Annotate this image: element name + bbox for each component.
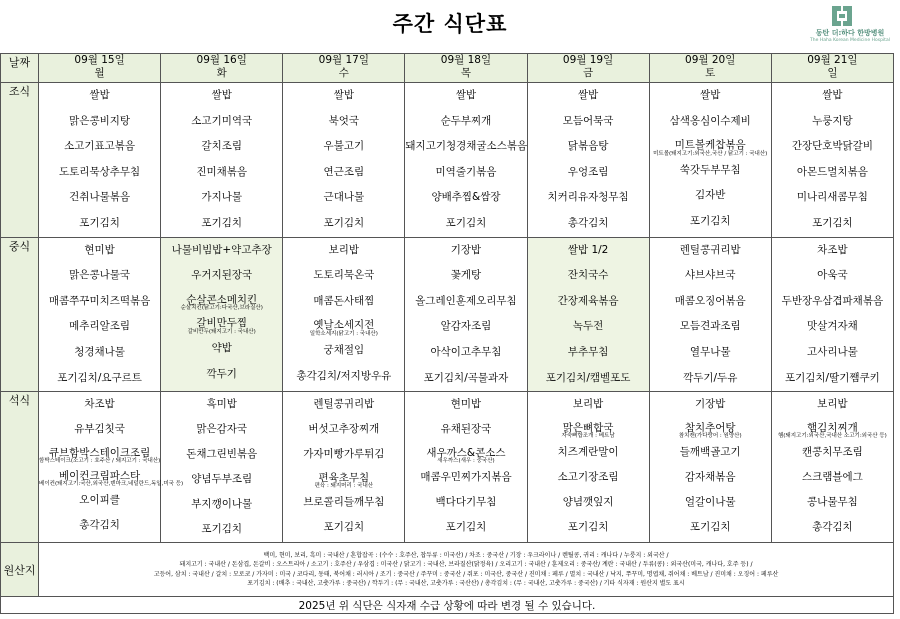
menu-item: 편육초무침 xyxy=(318,472,370,485)
menu-item: 녹두전 xyxy=(572,320,604,333)
menu-item: 북엇국 xyxy=(328,114,360,127)
menu-item: 맑은뼈합국 xyxy=(562,422,614,435)
menu-item: 매콤우민찌가지볶음 xyxy=(420,471,512,484)
menu-item: 올그레인훈제오리무침 xyxy=(415,294,517,307)
origin-line: 백미, 현미, 보리, 흑미 : 국내산 / 혼합잡곡 : (수수 : 호주산, 찹두류 : 미국산) / 차조 : 중국산 / 기장 : 우크라이나 / 렌틸콩, 귀리 : 캐나다 / 누룽지 : 외국산 / xyxy=(263,551,669,559)
menu-item: 렌틸콩귀리밥 xyxy=(313,398,375,411)
menu-item: 총각김치 xyxy=(79,519,120,532)
menu-item: 간장단호박닭갈비 xyxy=(791,140,873,153)
menu-item: 맑은콩나물국 xyxy=(69,269,131,282)
menu-item: 맑은감자국 xyxy=(196,423,248,436)
page-title: 주간 식단표 xyxy=(392,12,508,36)
menu-item: 현미밥 xyxy=(84,243,115,256)
menu-item: 깍두기 xyxy=(206,367,237,380)
menu-item: 캔콩치무조림 xyxy=(801,446,863,459)
menu-item: 나물비빔밥+약고추장 xyxy=(171,243,272,256)
hospital-logo xyxy=(806,6,894,50)
menu-item: 유채된장국 xyxy=(440,423,492,436)
menu-item: 가지나물 xyxy=(201,191,242,204)
menu-item: 매콤오징어볶음 xyxy=(674,294,746,307)
weekly-menu-table xyxy=(0,53,894,614)
menu-item: 포기김치/요구르트 xyxy=(57,371,142,384)
menu-item: 얼갈이나물 xyxy=(684,496,736,509)
meal-cell xyxy=(39,83,161,238)
menu-item: 쌀밥 xyxy=(333,89,354,101)
menu-item: 포기김치 xyxy=(201,216,242,229)
menu-item-origin-note: 참치캔(가다랑어 : 원양산) xyxy=(678,433,742,440)
menu-item: 매콤돈사태찜 xyxy=(313,294,375,307)
menu-item: 김자반 xyxy=(695,189,726,202)
menu-item: 치즈계란말이 xyxy=(557,446,619,459)
menu-item: 포기김치 xyxy=(567,521,609,534)
menu-item: 포기김치 xyxy=(445,216,487,229)
menu-item: 포기김치/곡물과자 xyxy=(423,371,509,384)
menu-item: 열무나물 xyxy=(689,345,731,358)
menu-item: 오이피클 xyxy=(79,494,120,507)
origin-line: 포기김치 : (배추 : 국내산, 고춧가루 : 중국산) / 깍두기 : (무 : 국내산, 고춧가루 : 국산산) / 총각김치 : (무 : 국내산, 고춧가루 : 중국산) / 기타 식자재 : 원산지 별도 표시 xyxy=(247,580,685,588)
menu-item: 소고기표고볶음 xyxy=(64,140,136,153)
menu-item-origin-note: 자숙뼈합조개 : 베트남 xyxy=(561,433,615,440)
menu-item: 고사리나물 xyxy=(807,345,858,358)
meal-cell xyxy=(39,237,161,392)
meal-cell xyxy=(649,237,771,392)
notice-row xyxy=(1,597,894,614)
menu-item: 포기김치 xyxy=(689,521,731,534)
menu-item-origin-note: 미트볼(돼지고기:외국산,국산 / 닭고기 : 국내산) xyxy=(653,150,768,157)
menu-item: 간장제육볶음 xyxy=(557,294,619,307)
menu-item: 스크램블에그 xyxy=(801,471,863,484)
origin-line: 고등어, 삼치 : 국내산 / 갈치 : 모로코 / 가자미 : 미국 / 코다리, 동태, 북어채 : 러시아 / 조기 : 중국산 / 주꾸미 : 중국산 / 쥐포 : 미국산, 중국산 / 진미채 : 페루 / 멸치 : 국내산 / 낙지, 쭈꾸미, 명엽채, 쥐어채 : 베트남 / 진미채 : 오징어 : 페루산 xyxy=(153,570,779,578)
menu-item: 진미채볶음 xyxy=(196,165,248,178)
menu-item: 쌀밥 xyxy=(700,89,721,101)
day-header: 09월 16일 화 xyxy=(161,54,283,83)
menu-item: 가자미빵가루튀김 xyxy=(303,448,385,461)
menu-item: 베이컨크림파스타 xyxy=(59,470,141,483)
menu-item: 갈비만두찜 xyxy=(196,317,248,330)
menu-item: 돈채그린빈볶음 xyxy=(186,448,258,461)
meal-cell xyxy=(161,237,283,392)
menu-item: 새우까스&콘소스 xyxy=(426,447,506,460)
menu-item: 차조밥 xyxy=(817,243,848,256)
menu-item: 누룽지탕 xyxy=(812,114,853,127)
logo-mark-icon xyxy=(832,6,852,26)
menu-item: 소고기미역국 xyxy=(191,114,253,127)
row-label-breakfast: 조식 xyxy=(1,83,39,238)
menu-item: 순두부찌개 xyxy=(440,114,492,127)
menu-item: 포기김치 xyxy=(323,216,365,229)
menu-item: 양배추찜&쌈장 xyxy=(431,191,501,204)
menu-item: 총각김치/저지방우유 xyxy=(296,369,392,382)
menu-item: 도토리묵상추무침 xyxy=(59,165,141,178)
menu-item: 메추리알조림 xyxy=(69,320,131,333)
menu-item: 백다다기무침 xyxy=(435,496,497,509)
day-header: 09월 20일 토 xyxy=(649,54,771,83)
menu-item: 양념두부조림 xyxy=(191,473,253,486)
menu-item: 포기김치 xyxy=(201,523,242,536)
menu-item: 총각김치 xyxy=(567,216,609,229)
meal-cell xyxy=(527,83,649,238)
menu-item-origin-note: 갈비만두(돼지고기 : 국내산) xyxy=(187,328,256,335)
menu-item: 렌틸콩귀리밥 xyxy=(679,243,741,256)
menu-item: 버섯고추장찌개 xyxy=(308,423,380,436)
date-row xyxy=(1,54,894,83)
menu-item-origin-note: 편육 : 돼지머리 : 국내산 xyxy=(314,483,374,490)
menu-item: 근대나물 xyxy=(323,191,365,204)
menu-item: 총각김치 xyxy=(812,521,853,534)
menu-item: 깍두기/두유 xyxy=(683,371,738,384)
menu-item: 부추무침 xyxy=(567,345,609,358)
menu-item: 유부김칫국 xyxy=(74,423,125,436)
meal-cell xyxy=(771,392,893,543)
row-label-origin: 원산지 xyxy=(1,543,39,597)
menu-item: 포기김치/캠벨포도 xyxy=(545,371,631,384)
menu-item: 갈치조림 xyxy=(201,140,242,153)
menu-item-origin-note: 함박스테이크(소고기 : 호주산 / 돼지고기 : 국내산) xyxy=(39,458,161,465)
menu-item: 알감자조림 xyxy=(440,320,492,333)
menu-item: 미역줄기볶음 xyxy=(435,165,497,178)
meal-cell xyxy=(283,83,405,238)
origin-row xyxy=(1,543,894,597)
menu-item: 아삭이고추무침 xyxy=(430,345,502,358)
menu-item: 쌀밥 xyxy=(577,89,599,101)
menu-item: 포기김치 xyxy=(445,521,487,534)
lunch-row xyxy=(1,237,894,392)
logo-subtitle: The Haha Korean Medicine Hospital xyxy=(810,38,890,43)
meal-cell xyxy=(405,392,527,543)
menu-item: 보리밥 xyxy=(328,243,360,256)
meal-cell xyxy=(527,392,649,543)
day-header: 09월 19일 금 xyxy=(527,54,649,83)
menu-item: 아몬드멸치볶음 xyxy=(796,165,868,178)
menu-item: 큐브함박스테이크조림 xyxy=(48,447,151,460)
menu-item: 포기김치 xyxy=(323,521,365,534)
menu-item: 쌀밥 xyxy=(455,89,477,101)
menu-item: 차조밥 xyxy=(84,398,115,411)
meal-cell xyxy=(649,83,771,238)
menu-item: 포기김치/딸기쨈쿠키 xyxy=(784,371,880,384)
dinner-row xyxy=(1,392,894,543)
menu-item: 보리밥 xyxy=(572,398,604,411)
menu-item: 돼지고기청경채굴소스볶음 xyxy=(405,140,528,153)
menu-item: 참치추어탕 xyxy=(684,422,736,435)
menu-item: 포기김치 xyxy=(79,216,120,229)
menu-item: 건취나물볶음 xyxy=(69,191,131,204)
menu-item: 맑은콩비지탕 xyxy=(69,114,131,127)
menu-item: 아욱국 xyxy=(817,269,848,282)
notice-text: 2025년 위 식단은 식자재 수급 상황에 따라 변경 될 수 있습니다. xyxy=(1,597,894,614)
menu-item: 들깨백골고기 xyxy=(679,446,741,459)
row-label-dinner: 석식 xyxy=(1,392,39,543)
meal-cell xyxy=(771,237,893,392)
menu-item: 약밥 xyxy=(211,341,232,354)
menu-item: 매콤쭈꾸미치즈떡볶음 xyxy=(48,294,151,307)
menu-item: 삼색옹심이수제비 xyxy=(669,114,751,127)
menu-item: 미나리새콤무침 xyxy=(796,191,868,204)
menu-item: 쑥갓두부무침 xyxy=(679,163,741,176)
menu-item: 햄김치찌개 xyxy=(807,422,858,435)
menu-item: 흑미밥 xyxy=(206,398,237,411)
menu-item: 쌀밥 xyxy=(211,89,232,101)
meal-cell xyxy=(527,237,649,392)
meal-cell xyxy=(649,392,771,543)
day-header: 09월 17일 수 xyxy=(283,54,405,83)
menu-item: 꽃게탕 xyxy=(450,269,482,282)
menu-item-origin-note: 순살치킨(닭고기:다국산,브라질산) xyxy=(180,305,263,312)
menu-item: 샤브샤브국 xyxy=(684,269,736,282)
meal-cell xyxy=(405,237,527,392)
menu-item: 부지깽이나물 xyxy=(191,498,253,511)
menu-item: 현미밥 xyxy=(450,398,482,411)
menu-item: 포기김치 xyxy=(689,214,731,227)
breakfast-row xyxy=(1,83,894,238)
menu-item: 도토리묵온국 xyxy=(313,269,375,282)
menu-item-origin-note: 베이컨(돼지고기:국산,외국산,덴마크,네덜란드,독일,미국 등) xyxy=(39,481,184,488)
logo-name: 동탄 더:하다 한방병원 xyxy=(815,29,885,37)
menu-item-origin-note: 일학소세지(닭고기 : 국내산) xyxy=(309,330,378,337)
meal-cell xyxy=(771,83,893,238)
menu-item: 우엉조림 xyxy=(567,165,609,178)
menu-item: 미트볼케찹볶음 xyxy=(674,139,746,152)
meal-cell xyxy=(405,83,527,238)
menu-item: 보리밥 xyxy=(817,398,848,411)
menu-item: 모듬견과조림 xyxy=(679,320,741,333)
meal-cell xyxy=(283,237,405,392)
origin-info xyxy=(39,543,894,597)
origin-line: 돼지고기 : 국내산 / 돈삼겹, 돈갈비 : 오스트리아 / 소고기 : 호주산 / 우삼겹 : 미국산 / 닭고기 : 국내산, 브라질산(닭정육) / 오리고기 : 국내산 / 훈제오리 : 중국산/ 계란 : 국내산 / 두류(콩) : 외국산(미국, 캐나다, 호주 등) / xyxy=(179,561,753,569)
menu-item: 잔치국수 xyxy=(567,269,609,282)
menu-item: 쌀밥 xyxy=(822,89,843,101)
menu-item: 쌀밥 1/2 xyxy=(567,243,609,256)
menu-item: 우거지된장국 xyxy=(191,269,253,282)
menu-item: 감자채볶음 xyxy=(684,471,736,484)
menu-item: 청경채나물 xyxy=(74,345,125,358)
menu-item: 맛살겨자채 xyxy=(807,320,858,333)
menu-item: 연근조림 xyxy=(323,165,365,178)
menu-item: 소고기장조림 xyxy=(557,471,619,484)
meal-cell xyxy=(283,392,405,543)
menu-item: 치커리유자청무침 xyxy=(547,191,629,204)
meal-cell xyxy=(161,392,283,543)
menu-item-origin-note: 햄(돼지고기:외국산,국내산 소고기:외국산 등) xyxy=(777,433,887,440)
menu-item: 쌀밥 xyxy=(89,89,110,101)
menu-item: 순살콘소메치킨 xyxy=(186,293,258,306)
menu-item: 콩나물무침 xyxy=(807,496,858,509)
meal-cell xyxy=(161,83,283,238)
menu-item-origin-note: 새우까스(새우 : 중국산) xyxy=(437,458,495,465)
row-label-lunch: 중식 xyxy=(1,237,39,392)
menu-item: 모듬어묵국 xyxy=(562,114,614,127)
menu-item: 양념깻잎지 xyxy=(562,496,614,509)
day-header: 09월 15일 월 xyxy=(39,54,161,83)
menu-item: 닭볶음탕 xyxy=(567,140,609,153)
menu-item: 옛날소세지전 xyxy=(313,319,375,332)
menu-item: 두반장우삼겹파채볶음 xyxy=(781,294,884,307)
menu-item: 우불고기 xyxy=(323,140,365,153)
row-label-date: 날짜 xyxy=(1,54,39,83)
day-header: 09월 21일 일 xyxy=(771,54,893,83)
menu-item: 기장밥 xyxy=(450,243,482,256)
menu-item: 브로콜리들깨무침 xyxy=(303,496,385,509)
day-header: 09월 18일 목 xyxy=(405,54,527,83)
menu-item: 포기김치 xyxy=(812,216,853,229)
meal-cell xyxy=(39,392,184,543)
menu-item: 기장밥 xyxy=(695,398,726,411)
menu-item: 궁채절임 xyxy=(323,343,365,356)
